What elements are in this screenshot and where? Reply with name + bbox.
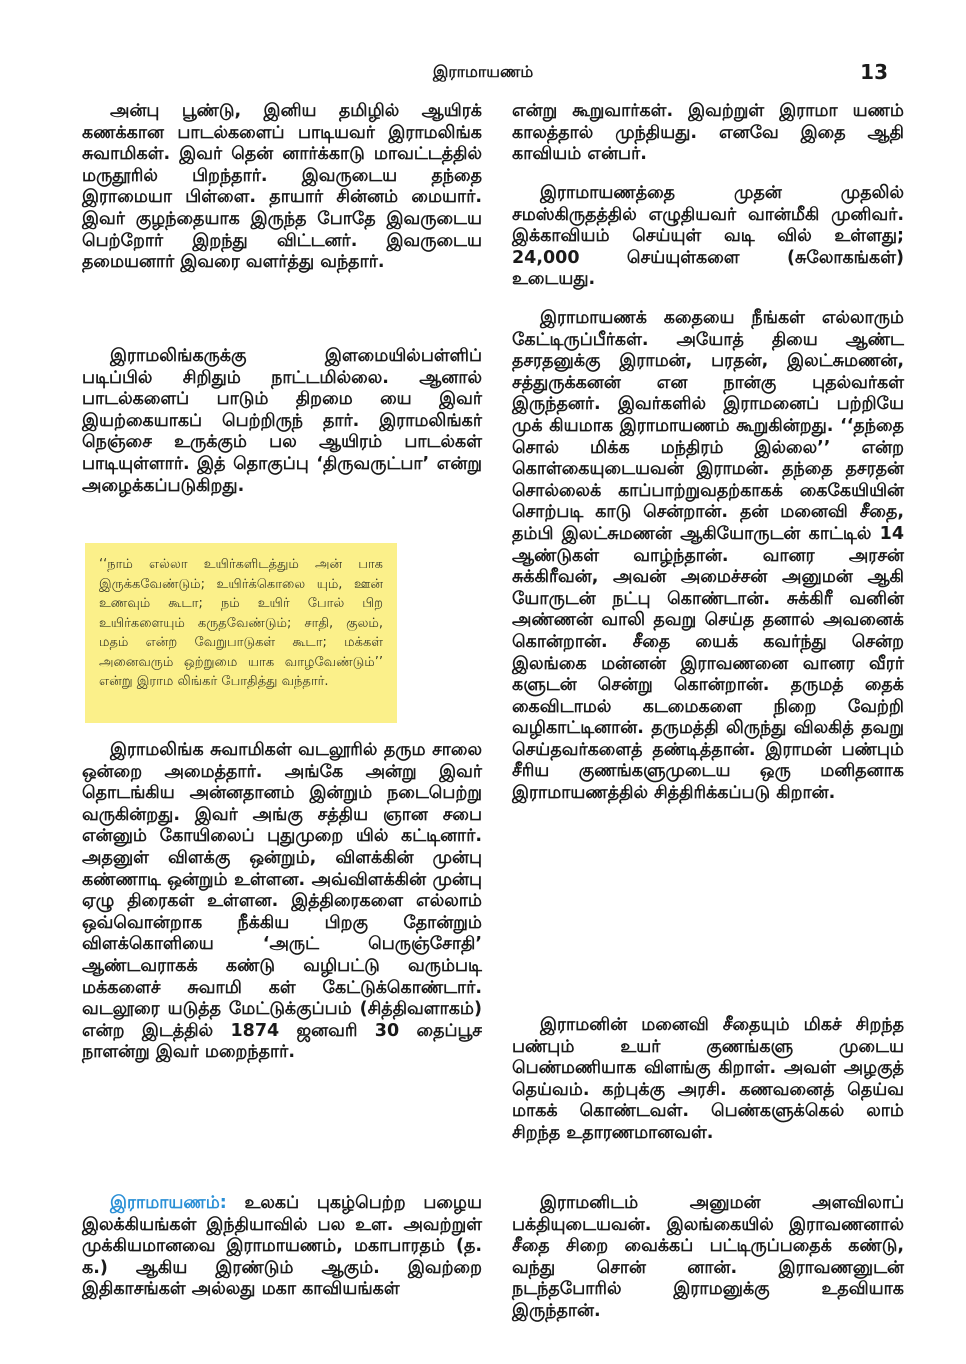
right-paragraph-2: இராமாயணத்தை முதன் முதலில் சமஸ்கிருதத்தில் எழுதியவர் வான்மீகி முனிவர். இக்காவியம் செய்யுள் வடி வில் உள்ளது; 24,000 செய்யுள்களை (சுலோகங்கள்) உடையது. bbox=[512, 183, 904, 290]
right-paragraph-3: இராமாயணக் கதையை நீங்கள் எல்லாரும் கேட்டிருப்பீர்கள். அயோத் தியை ஆண்ட தசரதனுக்கு இராமன், பரதன், இலட்சுமணன், சத்துருக்கனன் என நான்கு புதல்வர்கள் இருந்தனர். இவர்களில் இராமனைப் பற்றியே முக் கியமாக இராமாயணம் கூறுகின்றது. ‘‘தந்தை சொல் மிக்க மந்திரம் இல்லை’’ என்ற கொள்கையுடையவன் இராமன். தந்தை தசரதன் சொல்லைக் காப்பாற்றுவதற்காகக் கைகேயியின் சொற்படி காடு சென்றான். தன் மனைவி சீதை, தம்பி இலட்சுமணன் ஆகியோருடன் காட்டில் 14 ஆண்டுகள் வாழ்ந்தான். வானர அரசன் சுக்கிரீவன், அவன் அமைச்சன் அனுமன் ஆகி யோருடன் நட்பு கொண்டான். சுக்கிரீ வனின் அண்ணன் வாலி தவறு செய்த தனால் அவனைக் கொன்றான். சீதை யைக் கவர்ந்து சென்ற இலங்கை மன்னன் இராவணனை வானர வீரர் களுடன் சென்று கொன்றான். தருமத் தைக் கைவிடாமல் கடமைகளை நிறை வேற்றி வழிகாட்டினான். தருமத்தி லிருந்து விலகித் தவறு செய்தவர்களைத் தண்டித்தான். இராமன் பண்பும் சீரிய குணங்களுமுடைய ஒரு மனிதனாக இராமாயணத்தில் சித்திரிக்கப்படு கிறான். bbox=[512, 308, 904, 804]
right-paragraph-5: இராமனிடம் அனுமன் அளவிலாப் பக்தியுடையவன். இலங்கையில் இராவணனால் சீதை சிறை வைக்கப் பட்டிருப்பதைக் கண்டு, வந்து சொன் னான். இராவணனுடன் நடந்தபோரில் இராமனுக்கு உதவியாக இருந்தான். bbox=[512, 1193, 904, 1321]
quote-box bbox=[85, 543, 397, 723]
left-paragraph-4-text: உலகப் புகழ்பெற்ற பழைய இலக்கியங்கள் இந்தியாவில் பல உள. அவற்றுள் முக்கியமானவை இராமாயணம், மகாபாரதம் (த. க.) ஆகிய இரண்டும் ஆகும். இவற்றை இதிகாசங்கள் அல்லது மகா காவியங்கள் bbox=[82, 1193, 482, 1300]
left-paragraph-4 bbox=[82, 1193, 482, 1301]
page-header-title: இராமாயணம் bbox=[432, 62, 534, 81]
left-paragraph-1: அன்பு பூண்டு, இனிய தமிழில் ஆயிரக் கணக்கான பாடல்களைப் பாடியவர் இராமலிங்க சுவாமிகள். இவர் தென் னார்க்காடு மாவட்டத்தில் மருதூரில் பிறந்தார். இவருடைய தந்தை இராமையா பிள்ளை. தாயார் சின்னம் மையார். இவர் குழந்தையாக இருந்த போதே இவருடைய பெற்றோர் இறந்து விட்டனர். இவருடைய தமையனார் இவரை வளர்த்து வந்தார். bbox=[82, 101, 482, 273]
page-number: 13 bbox=[860, 60, 888, 84]
right-paragraph-1: என்று கூறுவார்கள். இவற்றுள் இராமா யணம் காலத்தால் முந்தியது. எனவே இதை ஆதி காவியம் என்பர். bbox=[512, 101, 904, 165]
left-paragraph-2: இராமலிங்கருக்கு இளமையில்பள்ளிப் படிப்பில் சிறிதும் நாட்டமில்லை. ஆனால் பாடல்களைப் பாடும் திறமை யை இவர் இயற்கையாகப் பெற்றிருந் தார். இராமலிங்கர் நெஞ்சை உருக்கும் பல ஆயிரம் பாடல்கள் பாடியுள்ளார். இத் தொகுப்பு ‘திருவருட்பா’ என்று அழைக்கப்படுகிறது. bbox=[82, 346, 482, 496]
left-paragraph-3: இராமலிங்க சுவாமிகள் வடலூரில் தரும சாலை ஒன்றை அமைத்தார். அங்கே அன்று இவர் தொடங்கிய அன்னதானம் இன்றும் நடைபெற்று வருகின்றது. இவர் அங்கு சத்திய ஞான சபை என்னும் கோயிலைப் புதுமுறை யில் கட்டினார். அதனுள் விளக்கு ஒன்றும், விளக்கின் முன்பு கண்ணாடி ஒன்றும் உள்ளன. அவ்விளக்கின் முன்பு ஏழு திரைகள் உள்ளன. இத்திரைகளை எல்லாம் ஒவ்வொன்றாக நீக்கிய பிறகு தோன்றும் விளக்கொளியை ‘அருட் பெருஞ்சோதி’ ஆண்டவராகக் கண்டு வழிபட்டு வரும்படி மக்களைச் சுவாமி கள் கேட்டுக்கொண்டார். வடலூரை யடுத்த மேட்டுக்குப்பம் (சித்திவளாகம்) என்ற இடத்தில் 1874 ஜனவரி 30 தைப்பூச நாளன்று இவர் மறைந்தார். bbox=[82, 740, 482, 1063]
right-paragraph-4: இராமனின் மனைவி சீதையும் மிகச் சிறந்த பண்பும் உயர் குணங்களு முடைய பெண்மணியாக விளங்கு கிறாள். அவள் அழகுத் தெய்வம். கற்புக்கு அரசி. கணவனைத் தெய்வ மாகக் கொண்டவள். பெண்களுக்கெல் லாம் சிறந்த உதாரணமானவள். bbox=[512, 1015, 904, 1143]
ramayanam-heading: இராமாயணம்: bbox=[110, 1193, 227, 1213]
quote-text: ‘‘நாம் எல்லா உயிர்களிடத்தும் அன் பாக இருக்கவேண்டும்; உயிர்க்கொலை யும், ஊன் உணவும் கூடா; நம் உயிர் போல் பிற உயிர்களையும் கருதவேண்டும்; சாதி, குலம், மதம் என்ற வேறுபாடுகள் கூடா; மக்கள் அனைவரும் ஒற்றுமை யாக வாழவேண்டும்’’ என்று இராம லிங்கர் போதித்து வந்தார். bbox=[99, 557, 383, 689]
